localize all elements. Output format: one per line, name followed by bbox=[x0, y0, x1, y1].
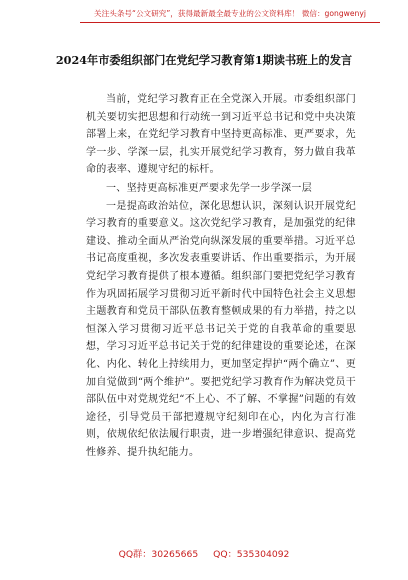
intro-paragraph: 当前，党纪学习教育正在全党深入开展。市委组织部门机关要切实把思想和行动统一到习近平总书记和党中央决策部署上来，在党纪学习教育中坚持更高标准、更严要求，先学一步、学深一层，扎实开展党纪学习教育，努力做自我革命的表率、遵规守纪的标杆。 bbox=[86, 94, 356, 176]
top-banner: 关注头条号“公文研究”，获得最新最全最专业的公文资料库！ 微信：gongwenyj bbox=[94, 9, 366, 18]
banner-divider bbox=[80, 22, 380, 23]
footer-qq-group: QQ群：30265665 bbox=[118, 549, 199, 560]
document-body bbox=[86, 91, 356, 461]
section-heading: 一、坚持更高标准更严要求先学一步学深一层 bbox=[106, 182, 312, 194]
body-paragraph: 一是提高政治站位，深化思想认识，深刻认识开展党纪学习教育的重要意义。这次党纪学习教育，是加强党的纪律建设、推动全面从严治党向纵深发展的重要举措。习近平总书记高度重视，多次发表重要讲话、作出重要指示，为开展党纪学习教育提供了根本遵循。组织部门要把党纪学习教育作为巩固拓展学习贯彻习近平新时代中国特色社会主义思想主题教育和党员干部队伍教育整顿成果的有力举措，持之以恒深入学习贯彻习近平总书记关于党的自我革命的重要思想，学习习近平总书记关于党的纪律建设的重要论述，在深化、内化、转化上持续用力，更加坚定捍护“两个确立”、更加自觉做到“两个维护”。要把党纪学习教育作为解决党员干部队伍中对党规党纪“不上心、不了解、不掌握”问题的有效途径，引导党员干部把遵规守纪刻印在心，内化为言行准则，依规依纪依法履行职责，进一步增强纪律意识、提高党性修养、提升执纪能力。 bbox=[86, 200, 356, 458]
footer-qq: QQ：535304092 bbox=[213, 549, 290, 560]
document-title: 2024年市委组织部门在党纪学习教育第1期读书班上的发言 bbox=[55, 53, 353, 67]
footer-contact bbox=[0, 546, 408, 560]
